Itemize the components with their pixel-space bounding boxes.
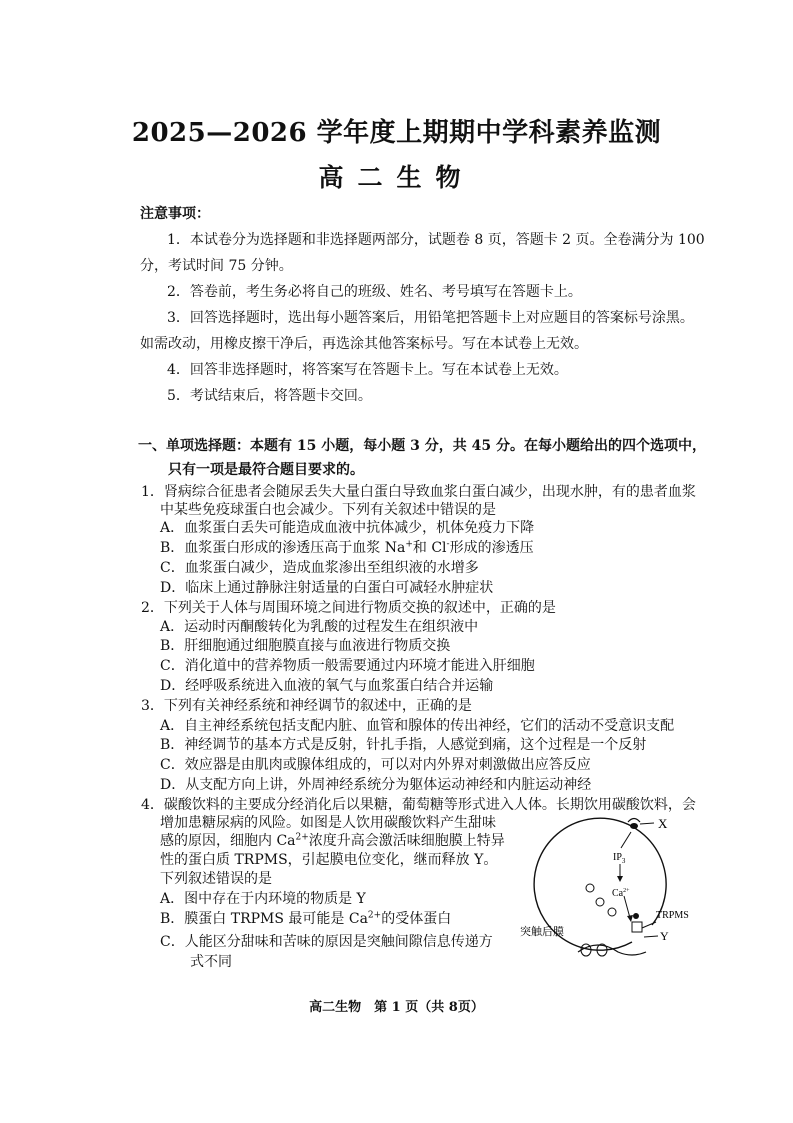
vesicle-icon [608, 908, 616, 916]
notice-line-5: 如需改动，用橡皮擦干净后，再选涂其他答案标号。写在本试卷上无效。 [140, 336, 588, 352]
q4-stem-line2: 增加患糖尿病的风险。如图是人饮用碳酸饮料产生甜味 [160, 815, 496, 831]
label-x: X [658, 816, 668, 831]
vesicle-icon [586, 884, 594, 892]
q2-option-a: A．运动时丙酮酸转化为乳酸的过程发生在组织液中 [160, 619, 479, 635]
q3-option-c: C．效应器是由肌肉或腺体组成的，可以对内外界对刺激做出应答反应 [160, 757, 591, 773]
q3-stem: 3．下列有关神经系统和神经调节的叙述中，正确的是 [141, 698, 472, 714]
q2-stem: 2．下列关于人体与周围环境之间进行物质交换的叙述中，正确的是 [141, 600, 556, 616]
q4-option-c-line1: C．人能区分甜味和苦味的原因是突触间隙信息传递方 [160, 934, 493, 950]
q2-option-d: D．经呼吸系统进入血液的氧气与血浆蛋白结合并运输 [160, 678, 494, 694]
y-pointer [644, 936, 658, 937]
q3-option-a: A．自主神经系统包括支配内脏、血管和腺体的传出神经，它们的活动不受意识支配 [160, 718, 675, 734]
q4-stem-line1: 4．碳酸饮料的主要成分经消化后以果糖，葡萄糖等形式进入人体。长期饮用碳酸饮料，会 [141, 797, 696, 813]
q1-stem-line1: 1．肾病综合征患者会随尿丢失大量白蛋白导致血浆白蛋白减少，出现水肿，有的患者血浆 [141, 484, 696, 500]
arrow-to-ip3 [621, 832, 631, 848]
trpms-channel [632, 922, 642, 932]
label-ip3: $IP_3$ [613, 852, 626, 865]
taste-cell-diagram [520, 800, 700, 960]
q3-option-b: B．神经调节的基本方式是反射，针扎手指，人感觉到痛，这个过程是一个反射 [160, 737, 647, 753]
vesicle-icon [633, 913, 639, 919]
exam-title: 2025—2026 学年度上期期中学科素养监测 [131, 118, 662, 148]
q4-stem-line5: 下列叙述错误的是 [160, 871, 272, 887]
receptor-dot [630, 823, 638, 829]
section-heading: 一、单项选择题：本题有 15 小题，每小题 3 分，共 45 分。在每小题给出的四个选项中， [138, 438, 706, 454]
notice-line-4: 3．回答选择题时，选出每小题答案后，用铅笔把答题卡上对应题目的答案标号涂黑。 [167, 310, 694, 326]
q1-option-c: C．血浆蛋白减少，造成血浆渗出至组织液的水增多 [160, 560, 479, 576]
notice-heading: 注意事项： [140, 206, 210, 222]
q1-option-b: B．血浆蛋白形成的渗透压高于血浆 Na+和 Cl-形成的渗透压 [160, 539, 534, 556]
vesicle-icon [596, 898, 604, 906]
q4-stem-line3: 感的原因，细胞内 $Ca^{2+}$浓度升高会激活味细胞膜上特异 [160, 832, 505, 849]
q1-option-a: A．血浆蛋白丢失可能造成血液中抗体减少，机体免疫力下降 [160, 520, 535, 536]
arrowhead-ca [627, 915, 633, 922]
q3-option-d: D．从支配方向上讲，外周神经系统分为躯体运动神经和内脏运动神经 [160, 777, 592, 793]
label-y: Y [660, 929, 669, 943]
label-trpms: TRPMS [656, 910, 689, 921]
arrow-ca-to-trpms [624, 896, 630, 918]
notice-line-2: 分，考试时间 75 分钟。 [140, 258, 293, 274]
postsynaptic-membrane [578, 945, 646, 955]
notice-line-3: 2．答卷前，考生务必将自己的班级、姓名、考号填写在答题卡上。 [167, 284, 582, 300]
q4-option-b: B．膜蛋白 TRPMS 最可能是 $Ca^{2+}$的受体蛋白 [160, 910, 452, 927]
notice-line-7: 5．考试结束后，将答题卡交回。 [167, 388, 372, 404]
section-heading-cont: 只有一项是最符合题目要求的。 [168, 462, 364, 478]
q1-option-d: D．临床上通过静脉注射适量的白蛋白可减轻水肿症状 [160, 580, 494, 596]
x-pointer [640, 823, 654, 824]
q1-stem-line2: 中某些免疫球蛋白也会减少。下列有关叙述中错误的是 [160, 502, 496, 518]
page-footer: 高二生物 第 1 页（共 8页） [309, 1000, 484, 1015]
notice-line-6: 4．回答非选择题时，将答案写在答题卡上。写在本试卷上无效。 [167, 362, 568, 378]
arrowhead-ip3 [617, 876, 623, 882]
label-ca: $Ca^{2+}$ [612, 888, 630, 899]
trpms-pointer [642, 922, 656, 928]
receptor-icon [628, 819, 640, 823]
taste-cell-svg [520, 800, 700, 960]
notice-line-1: 1．本试卷分为选择题和非选择题两部分，试题卷 8 页，答题卡 2 页。全卷满分为 100 [167, 232, 705, 248]
exam-subject: 高二生物 [318, 163, 475, 192]
q4-option-c-line2: 式不同 [190, 954, 232, 970]
q2-option-c: C．消化道中的营养物质一般需要通过内环境才能进入肝细胞 [160, 658, 535, 674]
q4-option-a: A．图中存在于内环境的物质是 Y [160, 891, 366, 907]
q4-stem-line4: 性的蛋白质 TRPMS，引起膜电位变化，继而释放 Y。 [160, 852, 498, 868]
label-postsynaptic-membrane: 突触后膜 [520, 926, 564, 938]
q2-option-b: B．肝细胞通过细胞膜直接与血液进行物质交换 [160, 638, 451, 654]
